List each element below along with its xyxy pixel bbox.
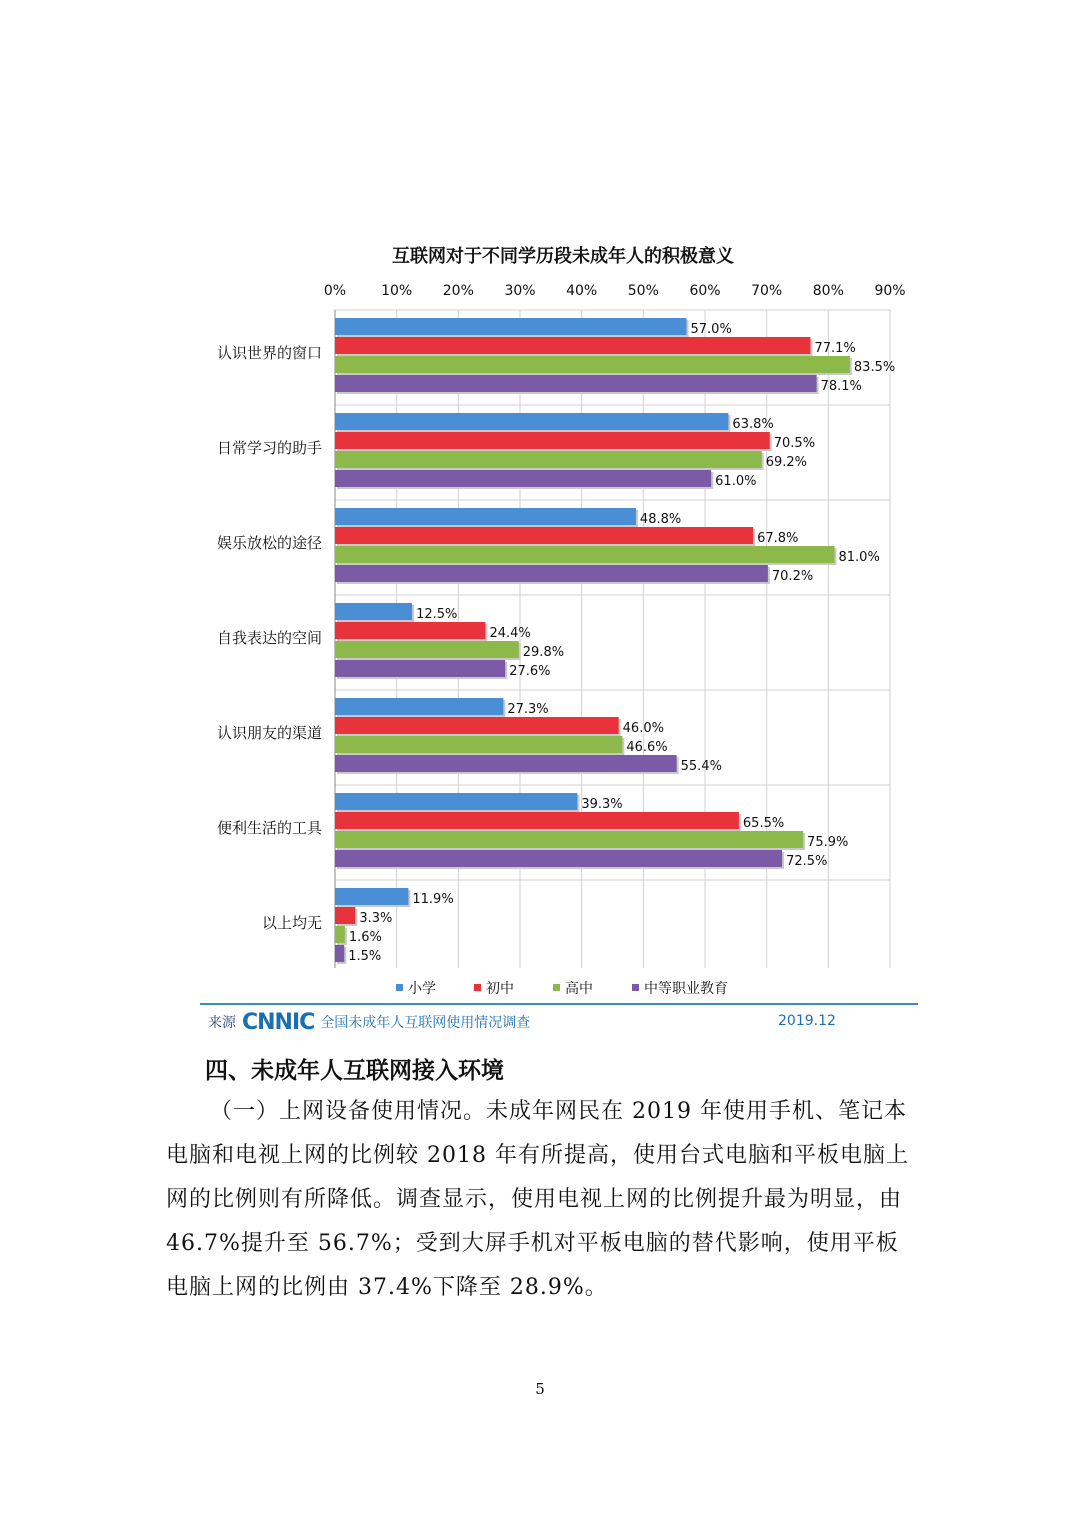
chart (200, 228, 918, 1043)
bar (335, 527, 753, 544)
legend-swatch (632, 984, 639, 991)
data-label: 70.5% (773, 436, 816, 451)
bar (335, 356, 850, 373)
category-label: 认识朋友的渠道 (216, 724, 322, 742)
legend-label: 中等职业教育 (644, 981, 728, 997)
category-label: 自我表达的空间 (216, 629, 322, 647)
x-tick-label: 90% (874, 283, 906, 299)
bar (335, 508, 636, 525)
data-label: 72.5% (786, 854, 828, 869)
body-paragraph (166, 1090, 921, 1310)
bar (335, 888, 408, 905)
bar (335, 698, 503, 715)
bar-chart (200, 228, 918, 1003)
bar (335, 755, 677, 772)
data-label: 11.9% (412, 892, 454, 907)
data-label: 29.8% (522, 645, 565, 660)
bar (335, 641, 519, 658)
bar (335, 546, 835, 563)
bar (335, 736, 622, 753)
bar (335, 337, 810, 354)
data-label: 12.5% (416, 607, 458, 622)
legend-swatch (474, 984, 481, 991)
data-label: 67.8% (757, 531, 799, 546)
x-tick-label: 20% (442, 283, 474, 299)
category-label: 日常学习的助手 (216, 439, 322, 457)
data-label: 75.9% (807, 835, 849, 850)
bar (335, 413, 728, 430)
bar (335, 945, 344, 962)
bar (335, 470, 711, 487)
source-line (208, 1010, 818, 1034)
data-label: 48.8% (639, 512, 682, 527)
bar (335, 622, 485, 639)
bar (335, 432, 770, 449)
source-survey-name: 全国未成年人互联网使用情况调查 (320, 1015, 531, 1031)
bar (335, 603, 412, 620)
source-date: 2019.12 (778, 1013, 836, 1029)
bar (335, 717, 619, 734)
data-label: 3.3% (359, 911, 393, 926)
bar (335, 451, 762, 468)
x-tick-label: 30% (504, 283, 536, 299)
data-label: 81.0% (838, 550, 880, 565)
section-title: 四、未成年人互联网接入环境 (205, 1058, 504, 1084)
data-label: 39.3% (581, 797, 623, 812)
data-label: 27.3% (507, 702, 549, 717)
data-label: 46.6% (626, 740, 668, 755)
data-label: 27.6% (509, 664, 551, 679)
bar (335, 926, 345, 943)
x-tick-label: 70% (751, 283, 783, 299)
data-label: 24.4% (489, 626, 531, 641)
data-label: 1.5% (348, 949, 382, 964)
data-label: 1.6% (348, 930, 382, 945)
chart-title: 互联网对于不同学历段未成年人的积极意义 (392, 246, 734, 267)
bar (335, 375, 817, 392)
bar (335, 565, 768, 582)
cnnic-logo: CNNIC (242, 1009, 315, 1035)
data-label: 55.4% (680, 759, 722, 774)
data-label: 83.5% (853, 360, 896, 375)
data-label: 65.5% (742, 816, 785, 831)
bar (335, 660, 505, 677)
bar (335, 831, 803, 848)
category-label: 娱乐放松的途径 (216, 534, 322, 552)
bar (335, 907, 355, 924)
data-label: 77.1% (814, 341, 856, 356)
bar (335, 850, 782, 867)
category-label: 以上均无 (261, 914, 322, 932)
legend-label: 初中 (486, 981, 514, 997)
data-label: 46.0% (622, 721, 664, 736)
data-label: 78.1% (820, 379, 862, 394)
paragraph-text: （一）上网设备使用情况。未成年网民在 2019 年使用手机、笔记本电脑和电视上网的比例较 2018 年有所提高，使用台式电脑和平板电脑上网的比例则有所降低。调查显示，使用电视上网的比例提升最为明显，由 46.7%提升至 56.7%；受到大屏手机对平板电脑的替代影响，使用平板电脑上网的比例由 37.4%下降至 28.9%。 (166, 1099, 909, 1300)
x-tick-label: 60% (689, 283, 721, 299)
data-label: 63.8% (732, 417, 774, 432)
x-tick-label: 10% (381, 283, 413, 299)
bar (335, 793, 577, 810)
x-tick-label: 50% (627, 283, 659, 299)
x-tick-label: 40% (566, 283, 598, 299)
data-label: 69.2% (765, 455, 808, 470)
data-label: 70.2% (771, 569, 814, 584)
legend-swatch (553, 984, 560, 991)
bar (335, 812, 739, 829)
source-divider (200, 1003, 918, 1005)
legend-label: 高中 (565, 981, 593, 997)
category-label: 便利生活的工具 (216, 819, 322, 837)
category-label: 认识世界的窗口 (216, 344, 322, 362)
source-label: 来源 (208, 1015, 236, 1031)
legend-label: 小学 (408, 981, 436, 997)
data-label: 61.0% (715, 474, 757, 489)
x-tick-label: 80% (812, 283, 844, 299)
x-tick-label: 0% (323, 283, 347, 299)
page-number: 5 (535, 1380, 545, 1398)
bar (335, 318, 687, 335)
legend-swatch (396, 984, 403, 991)
data-label: 57.0% (690, 322, 732, 337)
